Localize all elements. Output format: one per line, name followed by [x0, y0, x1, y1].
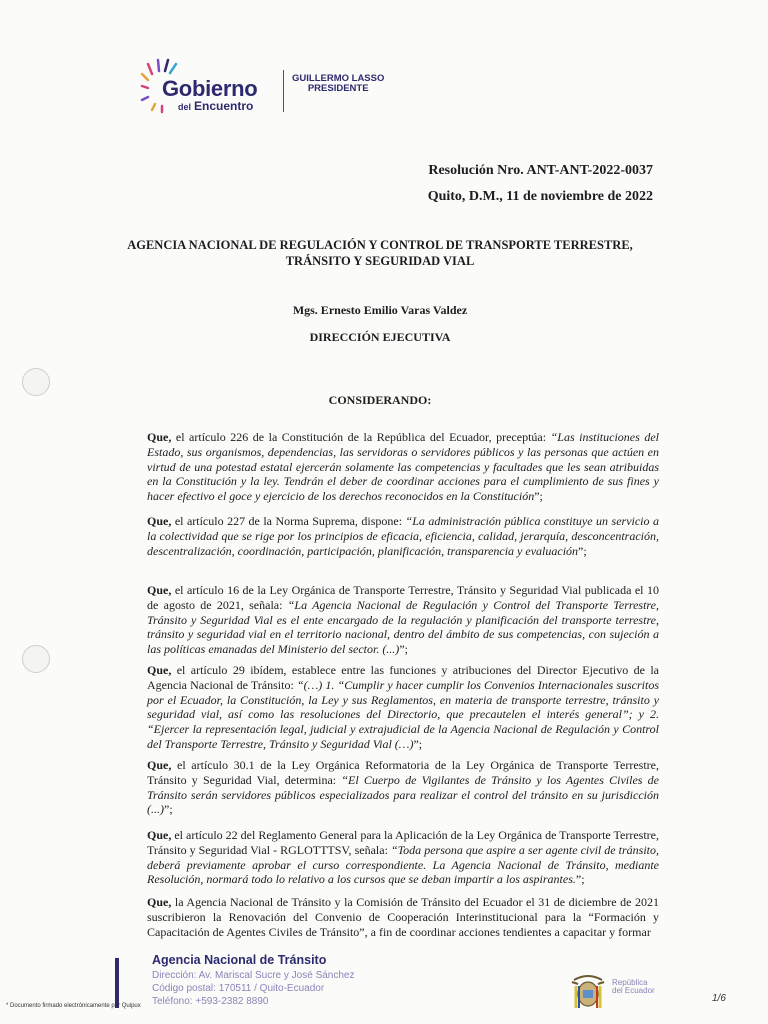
paragraph-quote: “La Agencia Nacional de Regulación y Control del Transporte Terrestre, Tránsito y Seguridad Vial es el ente encargado de la regulación y planificación del transporte terrestre, tránsito y seguridad vial en el territorio nacional, dentro del ámbito de sus competencias, con sujeción a las políticas emanadas del Ministerio del sector. (...) [147, 597, 659, 657]
considerando-paragraph [147, 895, 659, 939]
paragraph-tail: ”; [578, 543, 587, 558]
considerando-heading: CONSIDERANDO: [328, 393, 432, 407]
que-label: Que, [147, 895, 172, 909]
que-label: Que, [147, 828, 172, 842]
punch-hole [22, 645, 50, 673]
que-label: Que, [147, 430, 172, 444]
logo-subtitle-main: Encuentro [194, 99, 254, 113]
paragraph-quote: “Toda persona que aspire a ser agente civil de tránsito, deberá previamente aprobar el curso correspondiente. La Agencia Nacional de Tránsito, mediante Resolución, normará todo lo relativo a los cursos que se deban impartir a los aspirantes. [147, 842, 659, 887]
signature-footnote: * Documento firmado electrónicamente por Quipux [6, 1003, 141, 1009]
republic-line2: del Ecuador [612, 986, 655, 995]
signer-name: Mgs. Ernesto Emilio Varas Valdez [292, 303, 468, 317]
footer-agency-name: Agencia Nacional de Tránsito [152, 953, 327, 967]
que-label: Que, [147, 663, 172, 677]
que-label: Que, [147, 514, 172, 528]
agency-title-line1: AGENCIA NACIONAL DE REGULACIÓN Y CONTROL DE TRANSPORTE TERRESTRE, [127, 238, 633, 252]
republic-line1: República [612, 978, 648, 987]
paragraph-quote: “(…) 1. “Cumplir y hacer cumplir los Convenios Internacionales suscritos por el Ecuador, la Constitución, la Ley y sus Reglamentos, en materia de transporte terrestre, tránsito y seguridad vial, así como las resoluciones del Directorio, que precautelen el interés general”; y 2. “Ejercer la representación legal, judicial y extrajudicial de la Agencia Nacional de Regulación y Control del Transporte Terrestre, Tránsito y Seguridad Vial (…) [147, 677, 659, 751]
paragraph-lead: el artículo 30.1 de la Ley Orgánica Reformatoria de la Ley Orgánica de Transporte Terrestre, Tránsito y Seguridad Vial, determina: [147, 758, 659, 787]
resolution-date: Quito, D.M., 11 de noviembre de 2022 [427, 189, 653, 204]
paragraph-lead: el artículo 22 del Reglamento General para la Aplicación de la Ley Orgánica de Transporte Terrestre, Tránsito y Seguridad Vial - RGLOTTTSV, señala: [147, 828, 659, 857]
paragraph-quote: “El Cuerpo de Vigilantes de Tránsito y los Agentes Civiles de Tránsito serán servidores públicos especializados para realizar el control del tránsito en su jurisdicción (...) [147, 772, 659, 817]
footer-accent-bar [115, 958, 119, 1008]
paragraph-lead: el artículo 226 de la Constitución de la República del Ecuador, preceptúa: [171, 430, 551, 444]
agency-title-line2: TRÁNSITO Y SEGURIDAD VIAL [285, 254, 475, 268]
paragraph-tail: ”; [534, 489, 543, 504]
paragraph-lead: el artículo 16 de la Ley Orgánica de Transporte Terrestre, Tránsito y Seguridad Vial publicada el 10 de agosto de 2021, señala: [147, 583, 659, 612]
president-block [292, 74, 384, 94]
logo-subtitle-small: del [178, 102, 192, 112]
paragraph-quote: “Las instituciones del Estado, sus organismos, dependencias, las servidoras o servidores públicos y las personas que actúen en virtud de una potestad estatal ejercerán solamente las competencias y facultades que les sean atribuidas en la Constitución y la ley. Tendrán el deber de coordinar acciones para el cumplimiento de sus fines y hacer efectivo el goce y ejercicio de los derechos reconocidos en la Constitución [147, 430, 659, 504]
footer-phone: Teléfono: +593-2382 8890 [152, 996, 269, 1007]
header-divider [283, 70, 284, 112]
republic-label [612, 979, 672, 995]
signer-role: DIRECCIÓN EJECUTIVA [309, 330, 451, 344]
paragraph-tail: ”; [575, 872, 585, 887]
que-label: Que, [147, 758, 172, 772]
paragraph-lead: el artículo 227 de la Norma Suprema, dispone: [171, 514, 406, 528]
resolution-number: Resolución Nro. ANT-ANT-2022-0037 [428, 163, 653, 178]
considerando-paragraph [147, 758, 659, 817]
paragraph-quote: “La administración pública constituye un servicio a la colectividad que se rige por los principios de eficacia, eficiencia, calidad, jerarquía, desconcentración, descentralización, coordinación, participación, planificación, transparencia y evaluación [147, 514, 659, 558]
considerando-paragraph [147, 583, 659, 657]
logo-subtitle [178, 99, 253, 113]
footer-address: Dirección: Av. Mariscal Sucre y José Sánchez [152, 970, 355, 981]
gobierno-logo [138, 50, 288, 120]
punch-hole [22, 368, 50, 396]
ecuador-seal-icon [568, 972, 608, 1012]
que-label: Que, [147, 583, 172, 597]
paragraph-tail: ”; [164, 802, 173, 817]
paragraph-lead: la Agencia Nacional de Tránsito y la Comisión de Tránsito del Ecuador el 31 de diciembre de 2021 suscribieron la Renovación del Convenio de Cooperación Interinstitucional para la “Formación y Capacitación de Agentes Civiles de Tránsito”, a fin de coordinar acciones tendientes a capacitar y formar [147, 895, 659, 939]
footer-postal-code: Código postal: 170511 / Quito-Ecuador [152, 983, 325, 994]
considerando-paragraph [147, 430, 659, 504]
president-title: PRESIDENTE [307, 83, 369, 94]
logo-title: Gobierno [162, 76, 258, 101]
considerando-paragraph [147, 828, 659, 887]
paragraph-tail: ”; [413, 736, 423, 751]
considerando-paragraph [147, 514, 659, 558]
page-number: 1/6 [712, 993, 726, 1004]
paragraph-tail: ”; [399, 642, 408, 657]
president-name: GUILLERMO LASSO [292, 73, 385, 84]
considerando-paragraph [147, 663, 659, 752]
paragraph-lead: el artículo 29 ibídem, establece entre las funciones y atribuciones del Director Ejecutivo de la Agencia Nacional de Tránsito: [147, 663, 659, 692]
